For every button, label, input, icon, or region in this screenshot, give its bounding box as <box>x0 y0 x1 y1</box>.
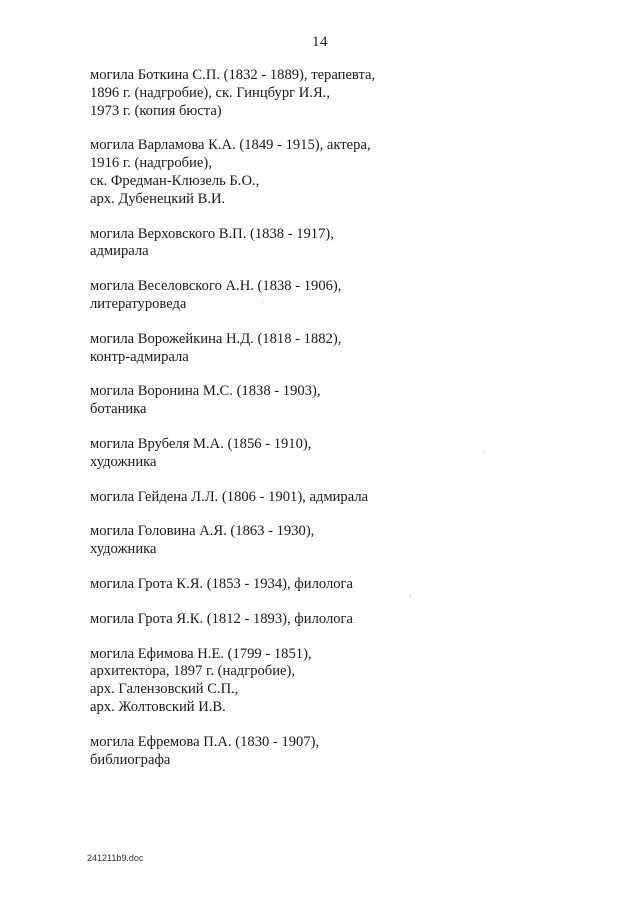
entry-line: 1973 г. (копия бюста) <box>90 102 222 119</box>
scan-speck <box>483 452 484 453</box>
entry-line: могила Грота Я.К. (1812 - 1893), филолога <box>90 610 353 627</box>
entry-line: могила Верховского В.П. (1838 - 1917), <box>90 225 334 242</box>
list-item <box>90 67 560 120</box>
entry-line: могила Веселовского А.Н. (1838 - 1906), <box>90 278 342 295</box>
entry-line: литературоведа <box>90 295 187 312</box>
list-item <box>90 137 560 208</box>
list-item <box>90 489 560 507</box>
list-item <box>90 278 560 314</box>
entry-line: контр-адмирала <box>90 348 189 365</box>
entry-line: арх. Дубенецкий В.И. <box>90 190 226 207</box>
page-number: 14 <box>312 34 328 50</box>
entry-line: могила Врубеля М.А. (1856 - 1910), <box>90 435 312 452</box>
entry-line: могила Ефимова Н.Е. (1799 - 1851), <box>90 645 312 662</box>
entry-line: ботаника <box>90 401 147 418</box>
list-item <box>90 611 560 629</box>
list-item <box>90 383 560 419</box>
scan-speck <box>262 302 263 303</box>
list-item <box>90 576 560 594</box>
entry-line: художника <box>90 453 157 470</box>
entry-line: могила Ефремова П.А. (1830 - 1907), <box>90 733 320 750</box>
list-item <box>90 436 560 472</box>
entry-line: адмирала <box>90 243 149 260</box>
document-filename-footer: 241211b9.doc <box>87 853 144 863</box>
entry-line: архитектора, 1897 г. (надгробие), <box>90 663 296 680</box>
entry-line: могила Грота К.Я. (1853 - 1934), филолога <box>90 575 353 592</box>
list-item <box>90 226 560 262</box>
entry-line: могила Головина А.Я. (1863 - 1930), <box>90 523 315 540</box>
entry-line: 1916 г. (надгробие), <box>90 155 212 172</box>
entry-line: библиографа <box>90 751 171 768</box>
entry-line: могила Воронина М.С. (1838 - 1903), <box>90 383 321 400</box>
list-item <box>90 331 560 367</box>
entry-line: могила Боткина С.П. (1832 - 1889), терапевта, <box>90 67 376 83</box>
list-item <box>90 734 560 770</box>
entry-line: ск. Фредман-Клюзель Б.О., <box>90 172 260 189</box>
list-item <box>90 646 560 717</box>
entry-line: арх. Жолтовский И.В. <box>90 698 226 715</box>
scan-speck <box>410 596 411 597</box>
entry-line: арх. Галензовский С.П., <box>90 681 239 698</box>
entry-line: художника <box>90 541 157 558</box>
entry-line: могила Варламова К.А. (1849 - 1915), актера, <box>90 137 371 154</box>
entry-list <box>90 67 560 786</box>
entry-line: могила Гейдена Л.Л. (1806 - 1901), адмирала <box>90 488 369 505</box>
list-item <box>90 523 560 559</box>
entry-line: 1896 г. (надгробие), ск. Гинцбург И.Я., <box>90 84 330 101</box>
entry-line: могила Ворожейкина Н.Д. (1818 - 1882), <box>90 330 342 347</box>
